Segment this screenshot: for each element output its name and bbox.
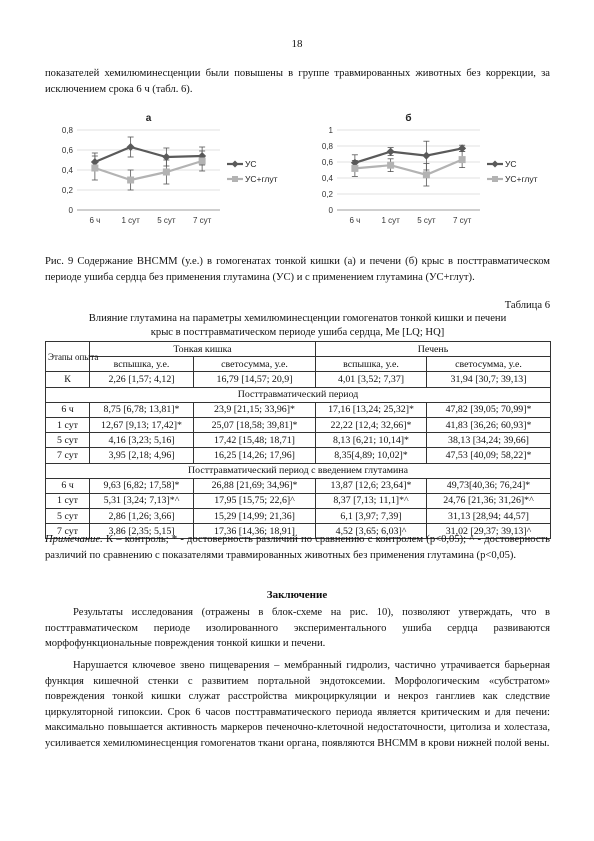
legend-marker bbox=[232, 161, 239, 168]
header-liver: Печень bbox=[316, 342, 551, 357]
table-row bbox=[46, 417, 551, 432]
x-tick-label: 5 сут bbox=[417, 216, 436, 225]
legend-label: УС+глут bbox=[505, 174, 538, 184]
row-stage-cell: 6 ч bbox=[46, 478, 90, 493]
table-label: Таблица 6 bbox=[504, 300, 550, 311]
section-row-glutamine bbox=[46, 463, 551, 478]
y-tick-label: 0,6 bbox=[61, 146, 73, 155]
x-tick-label: 1 сут bbox=[381, 216, 400, 225]
table-cell: 6,1 [3,97; 7,39] bbox=[316, 509, 427, 524]
table-title-line-1: Влияние глутамина на параметры хемилюминесценции гомогенатов тонкой кишки и печени bbox=[88, 313, 507, 324]
table-row bbox=[46, 493, 551, 508]
x-tick-label: 1 сут bbox=[121, 216, 140, 225]
table-cell: 3,95 [2,18; 4,96] bbox=[90, 448, 194, 463]
data-point bbox=[422, 152, 430, 160]
table-cell: 22,22 [12,4; 32,66]* bbox=[316, 417, 427, 432]
y-tick-label: 0,2 bbox=[321, 190, 333, 199]
legend-label: УС bbox=[245, 159, 257, 169]
row-stage-cell: 5 сут bbox=[46, 509, 90, 524]
data-point bbox=[199, 158, 206, 165]
figure-caption: Рис. 9 Содержание ВНСММ (у.е.) в гомогенатах тонкой кишки (а) и печени (б) крыс в посттравматическом периоде ушиба сердца без применения глутамина (УС) и с применением глутамина (УС+глут). bbox=[45, 256, 550, 283]
table-title-line-2: крыс в посттравматическом периоде ушиба сердца, Ме [LQ; HQ] bbox=[150, 326, 445, 338]
row-stage-cell: К bbox=[46, 372, 90, 387]
chart-panel-b bbox=[305, 110, 555, 233]
section-heading: Заключение bbox=[266, 589, 328, 601]
table-cell: 17,16 [13,24; 25,32]* bbox=[316, 402, 427, 417]
table-cell: 41,83 [36,26; 60,93]* bbox=[427, 417, 551, 432]
table-cell: 4,16 [3,23; 5,16] bbox=[90, 433, 194, 448]
y-tick-label: 0 bbox=[328, 206, 333, 215]
intro-paragraph: показателей хемилюминесценции были повышены в группе травмированных животных без коррекции, за исключением срока 6 ч (табл. 6). bbox=[45, 68, 550, 95]
table-cell: 16,79 [14,57; 20,9] bbox=[194, 372, 316, 387]
row-stage-cell: 7 сут bbox=[46, 524, 90, 539]
table-cell: 17,36 [14,36; 18,91] bbox=[194, 524, 316, 539]
table-cell: 3,86 [2,35; 5,15] bbox=[90, 524, 194, 539]
table-cell: 4,01 [3,52; 7,37] bbox=[316, 372, 427, 387]
y-tick-label: 1 bbox=[328, 126, 333, 135]
subheader-lightsum-liver: светосумма, у.е. bbox=[427, 357, 551, 372]
results-table bbox=[45, 341, 551, 539]
note-label: Примечание. bbox=[45, 534, 103, 545]
y-tick-label: 0,2 bbox=[61, 186, 73, 195]
y-tick-label: 0,4 bbox=[61, 166, 73, 175]
row-stage-cell: 6 ч bbox=[46, 402, 90, 417]
results-table-body bbox=[46, 342, 551, 539]
series-line bbox=[355, 148, 462, 162]
table-cell: 38,13 [34,24; 39,66] bbox=[427, 433, 551, 448]
table-cell: 13,87 [12,6; 23,64]* bbox=[316, 478, 427, 493]
table-row bbox=[46, 478, 551, 493]
legend-label: УС+глут bbox=[245, 174, 278, 184]
control-row bbox=[46, 372, 551, 387]
x-tick-label: 6 ч bbox=[349, 216, 361, 225]
data-point bbox=[387, 148, 395, 156]
table-note bbox=[45, 532, 550, 563]
line-chart-intestine bbox=[45, 110, 295, 230]
data-point bbox=[91, 165, 98, 172]
note-text: К – контроль; * - достоверность различий по сравнению с контролем (p<0,05); ^ - достоверность различий по сравнению с показателями травмированных животных без применения глутамина (p<0,05). bbox=[45, 534, 550, 561]
y-tick-label: 0,8 bbox=[61, 126, 73, 135]
row-stage-cell: 5 сут bbox=[46, 433, 90, 448]
x-tick-label: 7 сут bbox=[452, 216, 472, 225]
table-cell: 8,35[4,89; 10,02]* bbox=[316, 448, 427, 463]
table-cell: 17,95 [15,75; 22,6]^ bbox=[194, 493, 316, 508]
data-point bbox=[351, 165, 358, 172]
conclusion-paragraph-2: Нарушается ключевое звено пищеварения – мембранный гидролиз, частично утрачивается барьерная функция кишечной стенки с развитием портальной эндотоксемии. Морфологическим «субстратом» повреждения тонкой кишки служат расстройства микроциркуляции и некроз ганглиев как следствие циркуляторной гипоксии. Срок 6 часов посттравматического периода является критическим и для печени: максимально повышается активность маркеров печеночно-клеточной недостаточности, цитолиза и холестаза, усиливается хемилюминесценция гомогенатов ткани органа, появляются ВНСММ в крови нижней полой вены. bbox=[45, 660, 550, 749]
y-tick-label: 0,4 bbox=[321, 174, 333, 183]
series-line bbox=[95, 147, 202, 162]
table-cell: 47,53 [40,09; 58,22]* bbox=[427, 448, 551, 463]
x-tick-label: 7 сут bbox=[192, 216, 212, 225]
legend-marker bbox=[492, 161, 499, 168]
table-cell: 31,02 [29,37; 39,13]^ bbox=[427, 524, 551, 539]
table-cell: 26,88 [21,69; 34,96]* bbox=[194, 478, 316, 493]
y-tick-label: 0 bbox=[68, 206, 73, 215]
table-cell: 23,9 [21,15; 33,96]* bbox=[194, 402, 316, 417]
table-cell: 2,26 [1,57; 4,12] bbox=[90, 372, 194, 387]
row-stage-cell: 1 сут bbox=[46, 417, 90, 432]
y-tick-label: 0,6 bbox=[321, 158, 333, 167]
row-stage-cell: 7 сут bbox=[46, 448, 90, 463]
table-cell: 24,76 [21,36; 31,26]*^ bbox=[427, 493, 551, 508]
data-point bbox=[127, 177, 134, 184]
y-tick-label: 0,8 bbox=[321, 142, 333, 151]
subheader-flash-liver: вспышка, у.е. bbox=[316, 357, 427, 372]
table-cell: 47,82 [39,05; 70,99]* bbox=[427, 402, 551, 417]
header-intestine: Тонкая кишка bbox=[90, 342, 316, 357]
table-cell: 15,29 [14,99; 21,36] bbox=[194, 509, 316, 524]
legend-marker bbox=[232, 176, 238, 182]
data-point bbox=[423, 171, 430, 178]
section-label: Посттравматический период bbox=[46, 387, 551, 402]
table-cell: 8,13 [6,21; 10,14]* bbox=[316, 433, 427, 448]
table-cell: 25,07 [18,58; 39,81]* bbox=[194, 417, 316, 432]
data-point bbox=[387, 162, 394, 169]
table-cell: 12,67 [9,13; 17,42]* bbox=[90, 417, 194, 432]
row-stage-cell: 1 сут bbox=[46, 493, 90, 508]
series-line bbox=[95, 161, 202, 180]
table-cell: 4,52 [3,65; 6,03]^ bbox=[316, 524, 427, 539]
data-point bbox=[163, 169, 170, 176]
subheader-lightsum-intestine: светосумма, у.е. bbox=[194, 357, 316, 372]
table-cell: 49,73[40,36; 76,24]* bbox=[427, 478, 551, 493]
section-row-posttraumatic bbox=[46, 387, 551, 402]
table-cell: 31,94 [30,7; 39,13] bbox=[427, 372, 551, 387]
table-header-row bbox=[46, 342, 551, 357]
table-row bbox=[46, 433, 551, 448]
table-cell: 9,63 [6,82; 17,58]* bbox=[90, 478, 194, 493]
conclusion-paragraph-1: Результаты исследования (отражены в блок-схеме на рис. 10), позволяют утверждать, что в посттравматическом периоде изолированного экспериментального ушиба сердца развиваются морфофункциональные повреждения тонкой кишки и печени. bbox=[45, 607, 550, 650]
table-row bbox=[46, 448, 551, 463]
subheader-flash-intestine: вспышка, у.е. bbox=[90, 357, 194, 372]
x-tick-label: 6 ч bbox=[89, 216, 101, 225]
section-label: Посттравматический период с введением глутамина bbox=[46, 463, 551, 478]
table-cell: 2,86 [1,26; 3,66] bbox=[90, 509, 194, 524]
table-subheader-row bbox=[46, 357, 551, 372]
table-row bbox=[46, 402, 551, 417]
panel-label: б bbox=[405, 113, 412, 124]
header-stage: Этапы опыта bbox=[46, 342, 90, 372]
x-tick-label: 5 сут bbox=[157, 216, 176, 225]
table-cell: 5,31 [3,24; 7,13]*^ bbox=[90, 493, 194, 508]
chart-panel-a bbox=[45, 110, 295, 233]
panel-label: а bbox=[145, 113, 152, 124]
table-cell: 8,75 [6,78; 13,81]* bbox=[90, 402, 194, 417]
table-title bbox=[45, 312, 550, 339]
legend-marker bbox=[492, 176, 498, 182]
table-row bbox=[46, 509, 551, 524]
legend-label: УС bbox=[505, 159, 517, 169]
table-cell: 16,25 [14,26; 17,96] bbox=[194, 448, 316, 463]
page-number: 18 bbox=[291, 38, 303, 50]
line-chart-liver bbox=[305, 110, 555, 230]
data-point bbox=[459, 156, 466, 163]
table-cell: 17,42 [15,48; 18,71] bbox=[194, 433, 316, 448]
table-cell: 31,13 [28,94; 44,57] bbox=[427, 509, 551, 524]
table-cell: 8,37 [7,13; 11,1]*^ bbox=[316, 493, 427, 508]
